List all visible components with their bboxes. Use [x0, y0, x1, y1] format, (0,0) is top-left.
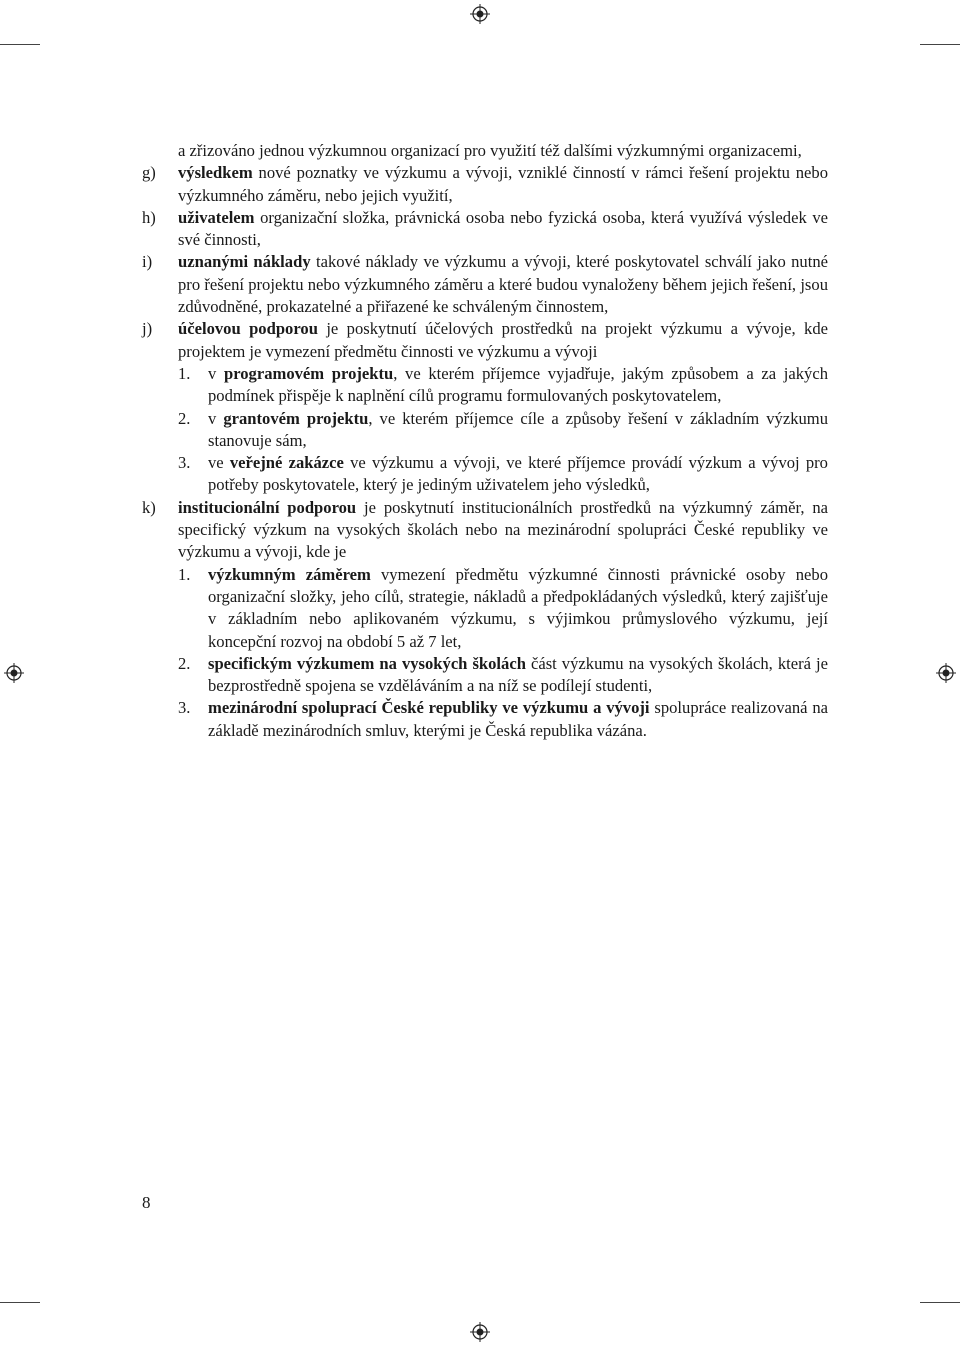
sub-item-number: 2. [178, 653, 191, 673]
item-marker: h) [142, 207, 156, 227]
intro-text: a zřizováno jednou výzkumnou organizací pro využití též dalšími výzkumnými organizacemi, [178, 141, 802, 160]
definition-text: je poskytnutí účelových prostředků na projekt výzkumu a vývoje, kde projektem je vymezení předmětu činnosti ve výzkumu a vývoji [178, 319, 828, 361]
sub-item-prefix: v [208, 363, 224, 383]
definition-text: takové náklady ve výzkumu a vývoji, které poskytovatel schválí jako nutné pro řešení projektu nebo výzkumného záměru a které budou vynaloženy během jejich řešení, jsou zdůvodněné, prokazatelné a přiřazené ke schváleným činnostem, [178, 252, 828, 317]
sub-item-number: 1. [178, 363, 191, 383]
sub-item-text: spolupráce realizovaná na základě mezinárodních smluv, kterými je Česká republika vázána. [208, 698, 828, 740]
definition-item-i [142, 251, 828, 318]
definition-item-j [142, 318, 828, 363]
crop-mark-top-right [920, 44, 960, 45]
body-text [142, 140, 828, 742]
registration-mark-right-icon [936, 663, 956, 683]
item-marker: g) [142, 163, 156, 183]
registration-mark-left-icon [4, 663, 24, 683]
crop-mark-top-left [0, 44, 40, 45]
intro-paragraph [142, 140, 828, 162]
item-marker: i) [142, 252, 153, 272]
sub-item-text: ve výzkumu a vývoji, ve které příjemce provádí výzkum a vývoj pro potřeby poskytovatele, který je jediným uživatelem jeho výsledků, [208, 453, 828, 495]
sub-item-prefix: ve [208, 453, 230, 473]
definition-item-k [142, 497, 828, 564]
definition-item-g [142, 162, 828, 207]
sub-item-term: programovém projektu [223, 363, 394, 383]
definition-text: je poskytnutí institucionálních prostředků na výzkumný záměr, na specifický výzkum na vysokých školách nebo na mezinárodní spolupráci České republiky ve výzkumu a vývoji, kde je [178, 497, 829, 562]
sub-item-number: 3. [178, 698, 191, 718]
definition-term: uznanými náklady [178, 252, 311, 272]
sub-item-j1 [142, 363, 828, 408]
sub-item-prefix: v [208, 408, 224, 428]
sub-item-k2 [142, 653, 828, 698]
definition-term: institucionální podporou [178, 497, 357, 517]
sub-item-text: vymezení předmětu výzkumné činnosti právnické osoby nebo organizační složky, jeho cílů, strategie, nákladů a předpokládaných výsledků, který zajišťuje v základním nebo aplikovaném výzkumu, s výjimkou průmyslového výzkumu, její koncepční rozvoj na období 5 až 7 let, [208, 564, 828, 651]
sub-item-term: výzkumným záměrem [208, 564, 371, 584]
sub-item-number: 3. [178, 453, 191, 473]
sub-item-j3 [142, 452, 828, 497]
sub-item-number: 2. [178, 408, 191, 428]
crop-mark-bottom-left [0, 1302, 40, 1303]
registration-mark-bottom-icon [470, 1322, 490, 1342]
definition-term: účelovou podporou [178, 319, 318, 339]
sub-item-text: část výzkumu na vysokých školách, která je bezprostředně spojena se vzděláváním a na níž se podílejí studenti, [208, 653, 828, 696]
registration-mark-top-icon [470, 4, 490, 24]
page-number: 8 [142, 1193, 151, 1212]
sub-item-term: veřejné zakázce [229, 453, 344, 473]
definition-text: nové poznatky ve výzkumu a vývoji, vzniklé činností v rámci řešení projektu nebo výzkumného záměru, nebo jejich využití, [178, 163, 828, 205]
definition-item-h [142, 207, 828, 252]
sub-item-term: grantovém projektu [223, 408, 369, 428]
sub-item-number: 1. [178, 564, 191, 584]
sub-item-text: , ve kterém příjemce vyjadřuje, jakým způsobem a za jakých podmínek přispěje k naplnění cílů programu formulovaných poskytovatelem, [208, 363, 828, 406]
item-marker: k) [142, 497, 156, 517]
sub-item-term: specifickým výzkumem na vysokých školách [208, 653, 526, 673]
sub-item-j2 [142, 408, 828, 453]
definition-term: výsledkem [178, 163, 253, 183]
crop-mark-bottom-right [920, 1302, 960, 1303]
item-marker: j) [142, 319, 153, 339]
definition-term: uživatelem [178, 207, 255, 227]
definition-text: organizační složka, právnická osoba nebo fyzická osoba, která využívá výsledek ve své činnosti, [178, 207, 828, 250]
sub-item-text: , ve kterém příjemce cíle a způsoby řešení v základním výzkumu stanovuje sám, [208, 408, 829, 450]
sub-item-term: mezinárodní spoluprací České republiky ve výzkumu a vývoji [208, 698, 650, 718]
sub-item-k3 [142, 697, 828, 742]
sub-item-k1 [142, 564, 828, 653]
